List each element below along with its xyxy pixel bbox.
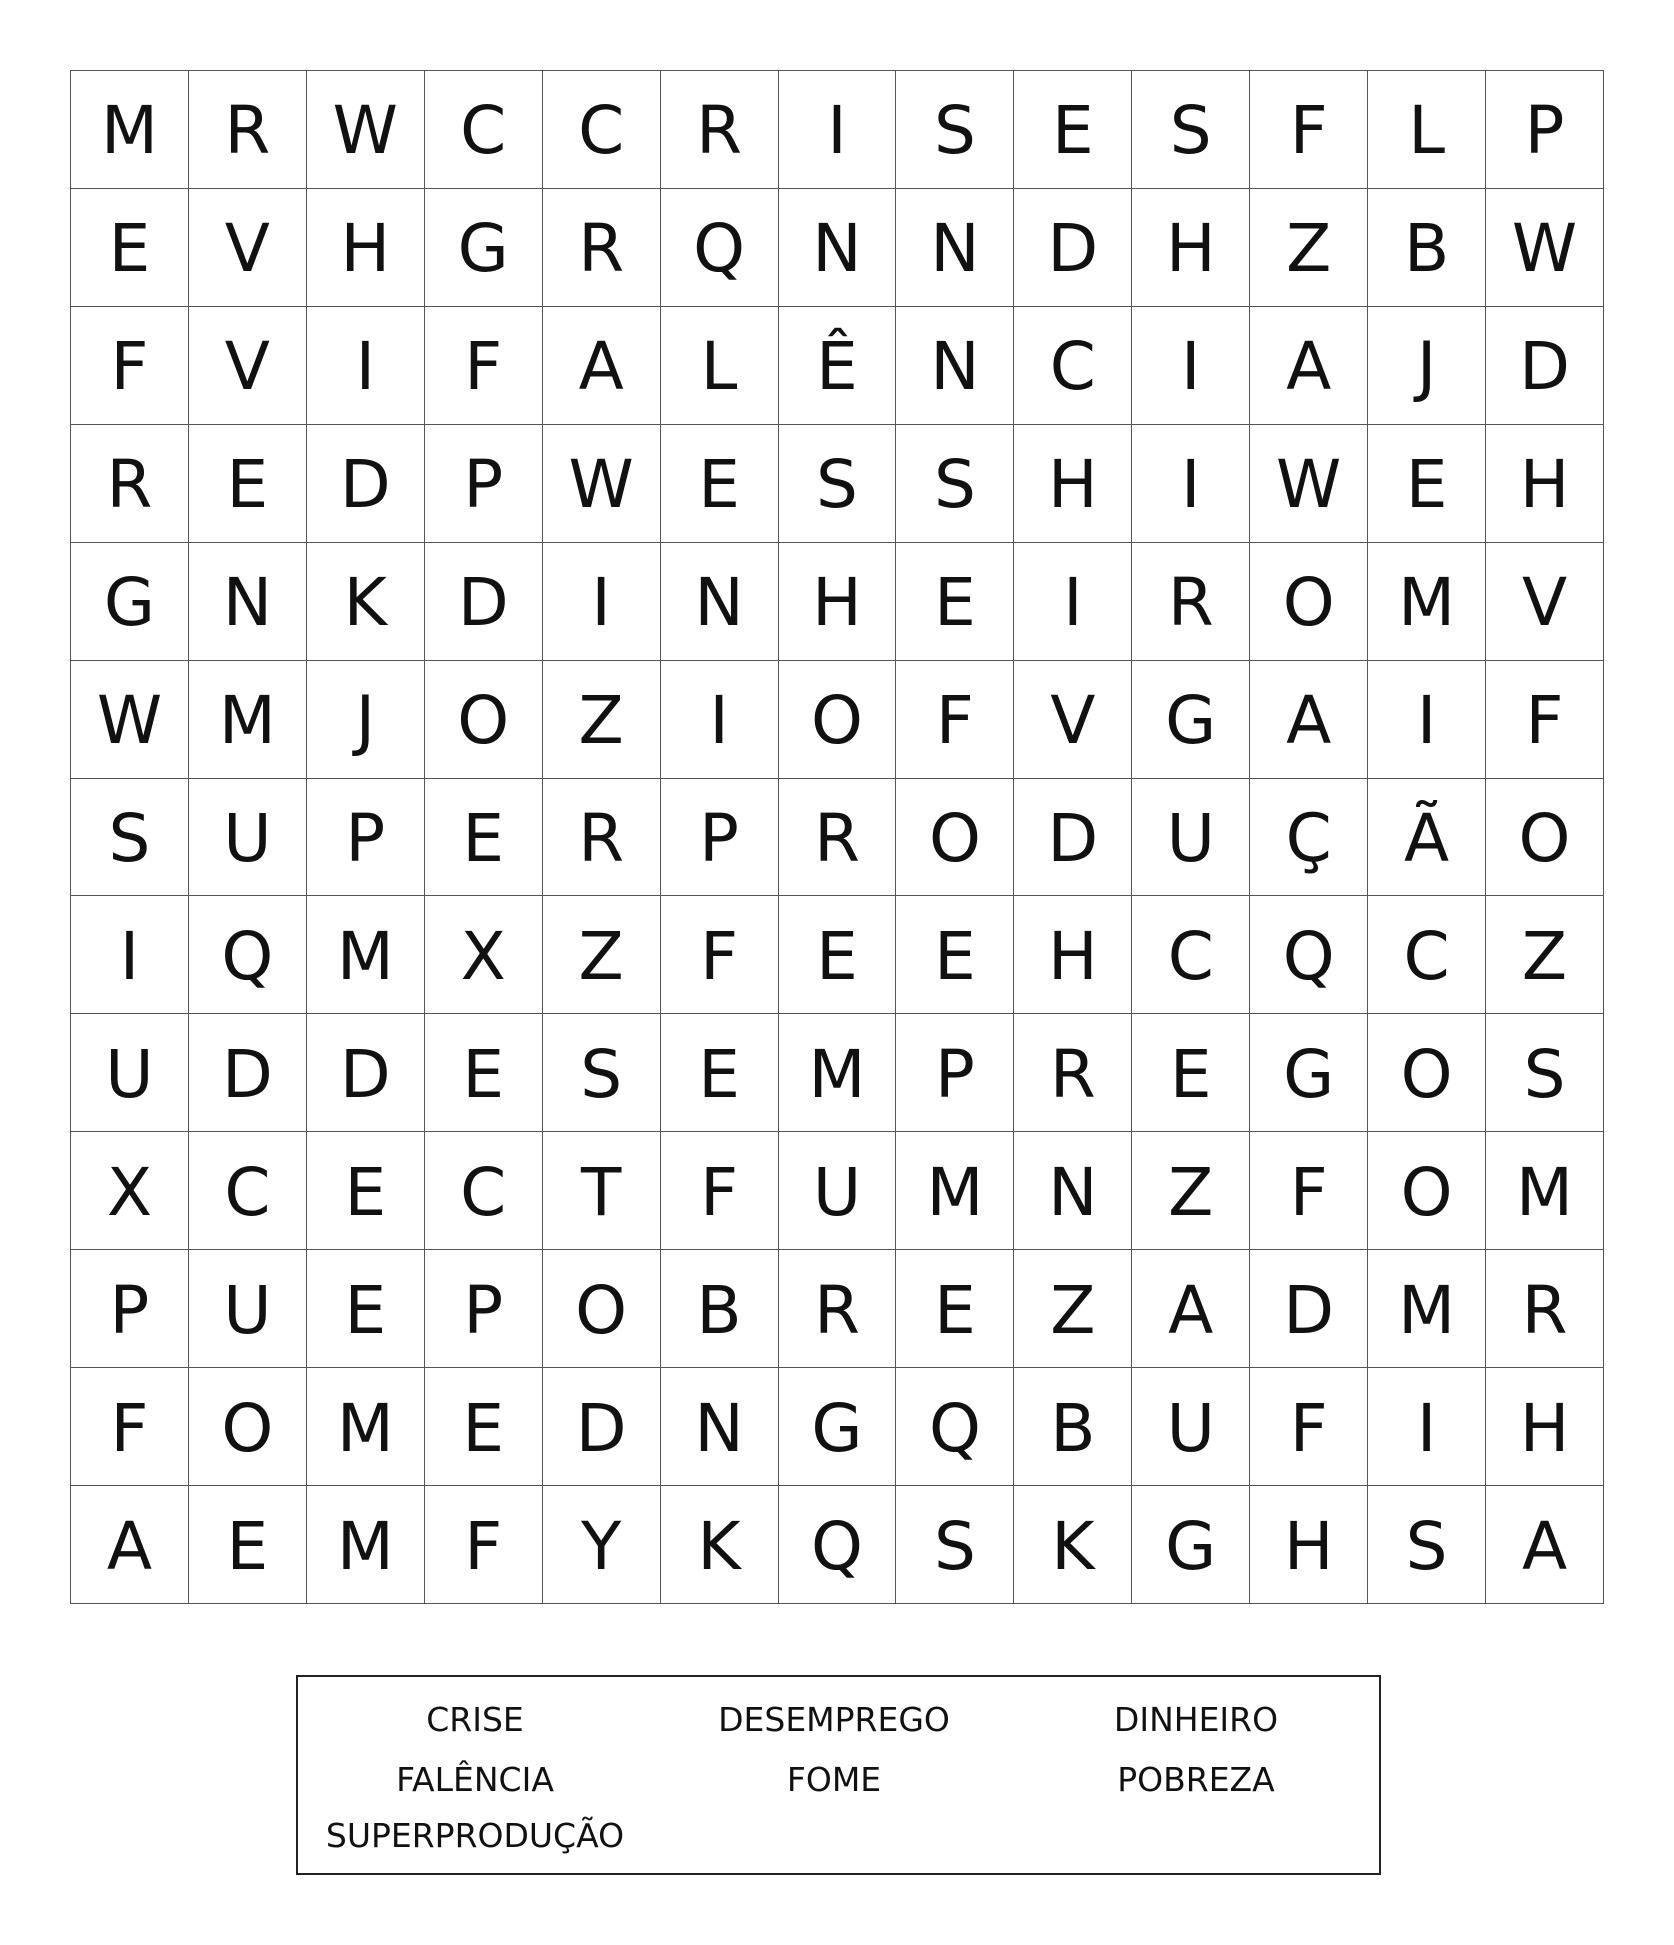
grid-cell[interactable]: S xyxy=(1368,1486,1486,1604)
grid-cell[interactable]: G xyxy=(425,189,543,307)
grid-cell[interactable]: V xyxy=(189,189,307,307)
grid-cell[interactable]: E xyxy=(425,779,543,897)
grid-cell[interactable]: F xyxy=(896,661,1014,779)
grid-cell[interactable]: V xyxy=(1486,543,1604,661)
grid-cell[interactable]: O xyxy=(425,661,543,779)
grid-cell[interactable]: Ê xyxy=(779,307,897,425)
grid-cell[interactable]: H xyxy=(307,189,425,307)
grid-cell[interactable]: E xyxy=(779,896,897,1014)
grid-cell[interactable]: Z xyxy=(1250,189,1368,307)
grid-cell[interactable]: O xyxy=(189,1368,307,1486)
grid-cell[interactable]: J xyxy=(307,661,425,779)
grid-cell[interactable]: M xyxy=(71,71,189,189)
grid-cell[interactable]: D xyxy=(307,1014,425,1132)
grid-cell[interactable]: Z xyxy=(1132,1132,1250,1250)
grid-cell[interactable]: H xyxy=(1132,189,1250,307)
grid-cell[interactable]: C xyxy=(543,71,661,189)
grid-cell[interactable]: U xyxy=(71,1014,189,1132)
word-desemprego: DESEMPREGO xyxy=(718,1700,950,1739)
grid-cell[interactable]: U xyxy=(1132,779,1250,897)
grid-cell[interactable]: W xyxy=(71,661,189,779)
grid-cell[interactable]: N xyxy=(1014,1132,1132,1250)
grid-cell[interactable]: K xyxy=(661,1486,779,1604)
grid-cell[interactable]: L xyxy=(1368,71,1486,189)
grid-cell[interactable]: P xyxy=(425,425,543,543)
grid-cell[interactable]: Q xyxy=(779,1486,897,1604)
grid-cell[interactable]: C xyxy=(189,1132,307,1250)
grid-cell[interactable]: R xyxy=(189,71,307,189)
letter-grid xyxy=(70,70,1604,1604)
grid-cell[interactable]: D xyxy=(1486,307,1604,425)
grid-cell[interactable]: D xyxy=(307,425,425,543)
grid-cell[interactable]: Ç xyxy=(1250,779,1368,897)
grid-cell[interactable]: D xyxy=(1250,1250,1368,1368)
grid-cell[interactable]: R xyxy=(779,1250,897,1368)
grid-cell[interactable]: I xyxy=(1132,307,1250,425)
grid-cell[interactable]: Q xyxy=(896,1368,1014,1486)
grid-cell[interactable]: L xyxy=(661,307,779,425)
grid-cell[interactable]: F xyxy=(661,896,779,1014)
grid-cell[interactable]: R xyxy=(543,189,661,307)
word-fome: FOME xyxy=(786,1760,882,1799)
grid-cell[interactable]: A xyxy=(1486,1486,1604,1604)
grid-cell[interactable]: N xyxy=(896,189,1014,307)
grid-cell[interactable]: H xyxy=(1250,1486,1368,1604)
grid-cell[interactable]: R xyxy=(543,779,661,897)
grid-cell[interactable]: D xyxy=(543,1368,661,1486)
grid-cell[interactable]: I xyxy=(1014,543,1132,661)
grid-cell[interactable]: J xyxy=(1368,307,1486,425)
grid-cell[interactable]: B xyxy=(1368,189,1486,307)
grid-cell[interactable]: I xyxy=(71,896,189,1014)
grid-cell[interactable]: R xyxy=(1132,543,1250,661)
grid-cell[interactable]: P xyxy=(71,1250,189,1368)
grid-cell[interactable]: W xyxy=(1250,425,1368,543)
grid-cell[interactable]: X xyxy=(425,896,543,1014)
grid-cell[interactable]: F xyxy=(425,307,543,425)
grid-cell[interactable]: N xyxy=(661,1368,779,1486)
grid-cell[interactable]: C xyxy=(425,1132,543,1250)
grid-cell[interactable]: A xyxy=(543,307,661,425)
grid-cell[interactable]: G xyxy=(779,1368,897,1486)
grid-cell[interactable]: O xyxy=(1486,779,1604,897)
grid-cell[interactable]: U xyxy=(779,1132,897,1250)
grid-cell[interactable]: V xyxy=(1014,661,1132,779)
grid-cell[interactable]: E xyxy=(71,189,189,307)
grid-cell[interactable]: S xyxy=(896,1486,1014,1604)
grid-cell[interactable]: F xyxy=(661,1132,779,1250)
grid-cell[interactable]: K xyxy=(1014,1486,1132,1604)
grid-cell[interactable]: H xyxy=(1014,896,1132,1014)
grid-cell[interactable]: E xyxy=(661,425,779,543)
grid-cell[interactable]: W xyxy=(1486,189,1604,307)
word-dinheiro: DINHEIRO xyxy=(1113,1700,1279,1739)
grid-cell[interactable]: R xyxy=(71,425,189,543)
grid-cell[interactable]: H xyxy=(1014,425,1132,543)
grid-cell[interactable]: M xyxy=(1368,543,1486,661)
grid-cell[interactable]: E xyxy=(307,1132,425,1250)
grid-cell[interactable]: E xyxy=(661,1014,779,1132)
grid-cell[interactable]: M xyxy=(307,1368,425,1486)
grid-cell[interactable]: T xyxy=(543,1132,661,1250)
grid-cell[interactable]: E xyxy=(1368,425,1486,543)
grid-cell[interactable]: I xyxy=(543,543,661,661)
grid-cell[interactable]: U xyxy=(1132,1368,1250,1486)
grid-cell[interactable]: I xyxy=(661,661,779,779)
grid-cell[interactable]: N xyxy=(896,307,1014,425)
grid-cell[interactable]: X xyxy=(71,1132,189,1250)
grid-cell[interactable]: K xyxy=(307,543,425,661)
grid-cell[interactable]: S xyxy=(543,1014,661,1132)
grid-cell[interactable]: Z xyxy=(1014,1250,1132,1368)
grid-cell[interactable]: S xyxy=(896,425,1014,543)
grid-cell[interactable]: S xyxy=(1486,1014,1604,1132)
grid-cell[interactable]: E xyxy=(896,896,1014,1014)
grid-cell[interactable]: O xyxy=(1368,1132,1486,1250)
grid-cell[interactable]: F xyxy=(1250,1132,1368,1250)
word-falencia: FALÊNCIA xyxy=(396,1760,554,1799)
grid-cell[interactable]: F xyxy=(71,1368,189,1486)
grid-cell[interactable]: V xyxy=(189,307,307,425)
grid-cell[interactable]: Q xyxy=(1250,896,1368,1014)
grid-cell[interactable]: F xyxy=(1486,661,1604,779)
grid-cell[interactable]: P xyxy=(425,1250,543,1368)
grid-cell[interactable]: B xyxy=(661,1250,779,1368)
grid-cell[interactable]: E xyxy=(307,1250,425,1368)
grid-cell[interactable]: C xyxy=(1014,307,1132,425)
grid-cell[interactable]: M xyxy=(189,661,307,779)
grid-cell[interactable]: A xyxy=(1250,307,1368,425)
grid-cell[interactable]: R xyxy=(1014,1014,1132,1132)
grid-cell[interactable]: G xyxy=(71,543,189,661)
grid-cell[interactable]: P xyxy=(896,1014,1014,1132)
grid-cell[interactable]: M xyxy=(1368,1250,1486,1368)
grid-cell[interactable]: A xyxy=(1132,1250,1250,1368)
grid-cell[interactable]: S xyxy=(71,779,189,897)
grid-cell[interactable]: G xyxy=(1250,1014,1368,1132)
word-list-box xyxy=(296,1675,1381,1875)
grid-cell[interactable]: O xyxy=(896,779,1014,897)
grid-cell[interactable]: M xyxy=(307,1486,425,1604)
grid-cell[interactable]: G xyxy=(1132,661,1250,779)
grid-cell[interactable]: A xyxy=(71,1486,189,1604)
grid-cell[interactable]: E xyxy=(896,1250,1014,1368)
grid-cell[interactable]: E xyxy=(425,1368,543,1486)
grid-cell[interactable]: E xyxy=(189,1486,307,1604)
grid-cell[interactable]: F xyxy=(1250,1368,1368,1486)
grid-cell[interactable]: S xyxy=(779,425,897,543)
grid-cell[interactable]: Z xyxy=(1486,896,1604,1014)
grid-cell[interactable]: I xyxy=(1132,425,1250,543)
grid-cell[interactable]: M xyxy=(307,896,425,1014)
grid-cell[interactable]: R xyxy=(779,779,897,897)
grid-cell[interactable]: Ã xyxy=(1368,779,1486,897)
grid-cell[interactable]: S xyxy=(896,71,1014,189)
grid-cell[interactable]: I xyxy=(779,71,897,189)
grid-cell[interactable]: C xyxy=(1368,896,1486,1014)
grid-cell[interactable]: O xyxy=(779,661,897,779)
grid-cell[interactable]: C xyxy=(1132,896,1250,1014)
grid-cell[interactable]: M xyxy=(779,1014,897,1132)
grid-cell[interactable]: D xyxy=(1014,779,1132,897)
grid-cell[interactable]: G xyxy=(1132,1486,1250,1604)
word-crise: CRISE xyxy=(426,1700,524,1739)
grid-cell[interactable]: P xyxy=(661,779,779,897)
grid-cell[interactable]: U xyxy=(189,1250,307,1368)
grid-cell[interactable]: D xyxy=(189,1014,307,1132)
grid-cell[interactable]: W xyxy=(307,71,425,189)
grid-cell[interactable]: I xyxy=(1368,661,1486,779)
grid-cell[interactable]: E xyxy=(1014,71,1132,189)
grid-cell[interactable]: Y xyxy=(543,1486,661,1604)
grid-cell[interactable]: S xyxy=(1132,71,1250,189)
grid-cell[interactable]: N xyxy=(661,543,779,661)
word-superproducao: SUPERPRODUÇÃO xyxy=(325,1816,625,1855)
grid-cell[interactable]: Z xyxy=(543,896,661,1014)
grid-cell[interactable]: E xyxy=(896,543,1014,661)
grid-cell[interactable]: C xyxy=(425,71,543,189)
grid-cell[interactable]: F xyxy=(425,1486,543,1604)
grid-cell[interactable]: M xyxy=(896,1132,1014,1250)
grid-cell[interactable]: O xyxy=(1368,1014,1486,1132)
grid-cell[interactable]: F xyxy=(71,307,189,425)
grid-cell[interactable]: O xyxy=(543,1250,661,1368)
grid-cell[interactable]: R xyxy=(661,71,779,189)
grid-cell[interactable]: P xyxy=(307,779,425,897)
grid-cell[interactable]: O xyxy=(1250,543,1368,661)
grid-cell[interactable]: Q xyxy=(189,896,307,1014)
grid-cell[interactable]: H xyxy=(1486,425,1604,543)
grid-cell[interactable]: W xyxy=(543,425,661,543)
grid-cell[interactable]: H xyxy=(779,543,897,661)
grid-cell[interactable]: Z xyxy=(543,661,661,779)
grid-cell[interactable]: R xyxy=(1486,1250,1604,1368)
grid-cell[interactable]: E xyxy=(189,425,307,543)
grid-cell[interactable]: H xyxy=(1486,1368,1604,1486)
grid-cell[interactable]: D xyxy=(1014,189,1132,307)
grid-cell[interactable]: U xyxy=(189,779,307,897)
grid-cell[interactable]: N xyxy=(779,189,897,307)
grid-cell[interactable]: M xyxy=(1486,1132,1604,1250)
grid-cell[interactable]: Q xyxy=(661,189,779,307)
grid-cell[interactable]: D xyxy=(425,543,543,661)
word-pobreza: POBREZA xyxy=(1117,1760,1275,1799)
grid-cell[interactable]: N xyxy=(189,543,307,661)
grid-cell[interactable]: I xyxy=(307,307,425,425)
grid-cell[interactable]: A xyxy=(1250,661,1368,779)
grid-cell[interactable]: P xyxy=(1486,71,1604,189)
grid-cell[interactable]: I xyxy=(1368,1368,1486,1486)
grid-cell[interactable]: E xyxy=(1132,1014,1250,1132)
grid-cell[interactable]: B xyxy=(1014,1368,1132,1486)
grid-cell[interactable]: E xyxy=(425,1014,543,1132)
grid-cell[interactable]: F xyxy=(1250,71,1368,189)
